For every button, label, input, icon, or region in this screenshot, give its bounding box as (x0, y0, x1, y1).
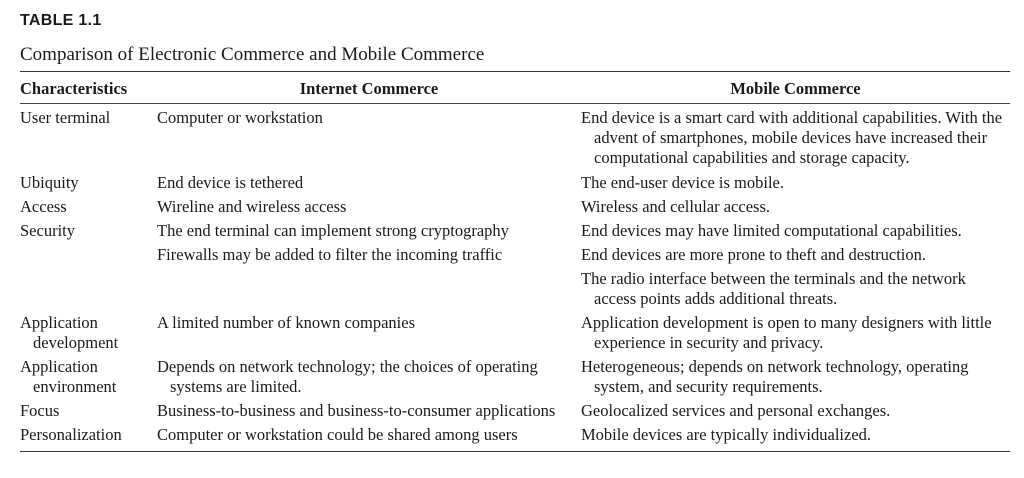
cell-internet: Firewalls may be added to filter the incoming traffic (157, 245, 503, 264)
cell-internet: Business-to-business and business-to-consumer applications (157, 401, 556, 420)
cell-internet: Computer or workstation (157, 108, 323, 127)
table-row (20, 104, 1010, 171)
cell-internet: Depends on network technology; the choices of operating systems are limited. (157, 357, 538, 396)
cell-mobile: Wireless and cellular access. (581, 197, 770, 216)
cell-internet: Wireline and wireless access (157, 197, 347, 216)
cell-mobile: Mobile devices are typically individualized. (581, 425, 872, 444)
table-row (20, 423, 1010, 452)
cell-characteristic: User terminal (20, 108, 111, 127)
table-row (20, 195, 1010, 219)
cell-internet: The end terminal can implement strong cryptography (157, 221, 509, 240)
cell-characteristic: Access (20, 197, 67, 216)
cell-characteristic: Security (20, 221, 75, 240)
table-row (20, 267, 1010, 311)
cell-mobile: Application development is open to many designers with little experience in security and privacy. (581, 313, 992, 352)
table-row (20, 355, 1010, 399)
cell-characteristic: Ubiquity (20, 173, 79, 192)
cell-mobile: The end-user device is mobile. (581, 173, 784, 192)
header-characteristics: Characteristics (20, 79, 128, 98)
cell-characteristic: Application development (20, 313, 119, 352)
cell-mobile: End device is a smart card with additional capabilities. With the advent of smartphones, mobile devices have increased their computational capabilities and storage capacity. (581, 108, 1003, 167)
cell-mobile: End devices may have limited computational capabilities. (581, 221, 962, 240)
comparison-table (20, 71, 1010, 452)
cell-characteristic: Personalization (20, 425, 122, 444)
table-header-row (20, 72, 1010, 104)
cell-mobile: Geolocalized services and personal exchanges. (581, 401, 891, 420)
table-label: TABLE 1.1 (20, 12, 102, 29)
table-row (20, 399, 1010, 423)
cell-mobile: The radio interface between the terminals and the network access points adds additional threats. (581, 269, 966, 308)
header-internet-commerce: Internet Commerce (299, 79, 439, 98)
cell-characteristic: Focus (20, 401, 60, 420)
header-mobile-commerce: Mobile Commerce (730, 79, 861, 98)
table-row (20, 311, 1010, 355)
cell-internet: End device is tethered (157, 173, 304, 192)
table-row (20, 170, 1010, 195)
cell-characteristic: Application environment (20, 357, 117, 396)
cell-internet: Computer or workstation could be shared among users (157, 425, 518, 444)
cell-mobile: End devices are more prone to theft and destruction. (581, 245, 927, 264)
table-row (20, 243, 1010, 267)
cell-internet: A limited number of known companies (157, 313, 415, 332)
table-row (20, 219, 1010, 243)
cell-mobile: Heterogeneous; depends on network technology, operating system, and security requirements. (581, 357, 969, 396)
table-caption: Comparison of Electronic Commerce and Mobile Commerce (20, 44, 485, 65)
